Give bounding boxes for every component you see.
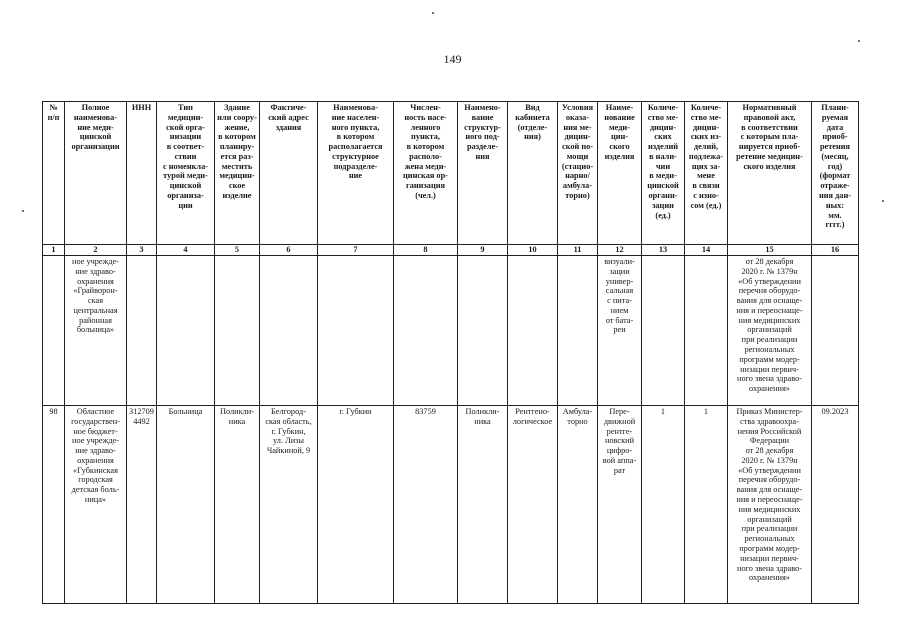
header-building: Здание или соору- жение, в котором планиру- ется раз- местить медицин- ское изделие [215, 102, 260, 245]
column-number: 9 [458, 245, 508, 256]
header-device-count: Количе- ство ме- дицин- ских изделий в нали- чии в меди- цинской органи- зации (ед.) [642, 102, 685, 245]
column-number: 11 [558, 245, 598, 256]
header-replace-count: Количе- ство ме- дицин- ских из- делий, подлежа- щих за- мене в связи с изно- сом (ед.) [685, 102, 728, 245]
column-number: 8 [394, 245, 458, 256]
scan-speck [882, 200, 884, 202]
table-cell: Пере- движной рентге- новский цифро- вой аппа- рат [598, 406, 642, 604]
header-inn: ИНН [127, 102, 157, 245]
table-cell [157, 256, 215, 406]
scan-speck [432, 12, 434, 14]
column-number-row [43, 245, 859, 256]
header-address: Фактиче- ский адрес здания [260, 102, 318, 245]
table-cell [215, 256, 260, 406]
table-row [43, 406, 859, 604]
column-number: 14 [685, 245, 728, 256]
scan-speck [22, 210, 24, 212]
table-cell: 1 [642, 406, 685, 604]
column-number: 12 [598, 245, 642, 256]
equipment-table [42, 101, 859, 604]
table-cell [812, 256, 859, 406]
table-cell: Поликли- ника [215, 406, 260, 604]
column-number: 13 [642, 245, 685, 256]
table-cell [642, 256, 685, 406]
table-cell: ное учрежде- ние здраво- охранения «Грайворон- ская центральная районная больница» [65, 256, 127, 406]
column-number: 2 [65, 245, 127, 256]
column-number: 5 [215, 245, 260, 256]
table-cell: г. Губкин [318, 406, 394, 604]
table-cell: 312709 4492 [127, 406, 157, 604]
table-cell [260, 256, 318, 406]
table-cell [127, 256, 157, 406]
header-number: № п/п [43, 102, 65, 245]
column-number: 1 [43, 245, 65, 256]
column-number: 4 [157, 245, 215, 256]
table-cell [394, 256, 458, 406]
scan-speck [858, 40, 860, 42]
column-number: 7 [318, 245, 394, 256]
table-cell [508, 256, 558, 406]
column-number: 6 [260, 245, 318, 256]
header-settlement: Наименова- ние населен- ного пункта, в котором располагается структурное подразделе- ние [318, 102, 394, 245]
table-cell: Белгород- ская область, г. Губкин, ул. Лизы Чайкиной, 9 [260, 406, 318, 604]
table-cell: от 28 декабря 2020 г. № 1379н «Об утверждении перечня оборудо- вания для оснаще- ния и переоснаще- ния медицинских организаций при реализации региональных программ модер- низации первич- ного звена здраво- охранения» [728, 256, 812, 406]
table-cell: визуали- зации универ- сальная с пита- нием от бата- реи [598, 256, 642, 406]
header-org-name: Полное наименова- ние меди- цинской организации [65, 102, 127, 245]
page-number: 149 [443, 52, 462, 66]
column-number: 16 [812, 245, 859, 256]
header-cabinet-type: Вид кабинета (отделе- ния) [508, 102, 558, 245]
table-cell: 83759 [394, 406, 458, 604]
table-cell: Амбула- торно [558, 406, 598, 604]
header-row [43, 102, 859, 245]
table-cell: 1 [685, 406, 728, 604]
column-number: 3 [127, 245, 157, 256]
column-number: 10 [508, 245, 558, 256]
table-cell [685, 256, 728, 406]
header-population: Числен- ность насе- ленного пункта, в котором располо- жена меди- цинская ор- ганизация (чел.) [394, 102, 458, 245]
column-number: 15 [728, 245, 812, 256]
table-cell: 98 [43, 406, 65, 604]
header-care-conditions: Условия оказа- ния ме- дицин- ской по- мощи (стацио- нарно/ амбула- торно) [558, 102, 598, 245]
table-cell [43, 256, 65, 406]
header-subdivision: Наимено- вание структур- ного под- разделе- ния [458, 102, 508, 245]
table-cell [318, 256, 394, 406]
table-cell: Поликли- ника [458, 406, 508, 604]
header-purchase-date: Плани- руемая дата приоб- ретения (месяц, год) (формат отраже- ния дан- ных: мм. гггг.) [812, 102, 859, 245]
table-cell: Приказ Министер- ства здравоохра- нения Российской Федерации от 28 декабря 2020 г. № 1379н «Об утверждении перечня оборудо- вания для оснаще- ния и переоснаще- ния медицинских организаций при реализации региональных программ модер- низации первич- ного звена здраво- охранения» [728, 406, 812, 604]
table-cell: 09.2023 [812, 406, 859, 604]
table-cell: Рентгено- логическое [508, 406, 558, 604]
header-legal-act: Нормативный правовой акт, в соответствии с которым пла- нируется приоб- ретение медицин- ского изделия [728, 102, 812, 245]
header-device-name: Наиме- нование меди- цин- ского изделия [598, 102, 642, 245]
table-row [43, 256, 859, 406]
header-org-type: Тип медицин- ской орга- низации в соответ- ствии с номенкла- турой меди- цинской организа- ции [157, 102, 215, 245]
table-cell [558, 256, 598, 406]
table-cell: Областное государствен- ное бюджет- ное учрежде- ние здраво- охранения «Губкинская городская детская боль- ница» [65, 406, 127, 604]
table-cell: Больница [157, 406, 215, 604]
table-cell [458, 256, 508, 406]
